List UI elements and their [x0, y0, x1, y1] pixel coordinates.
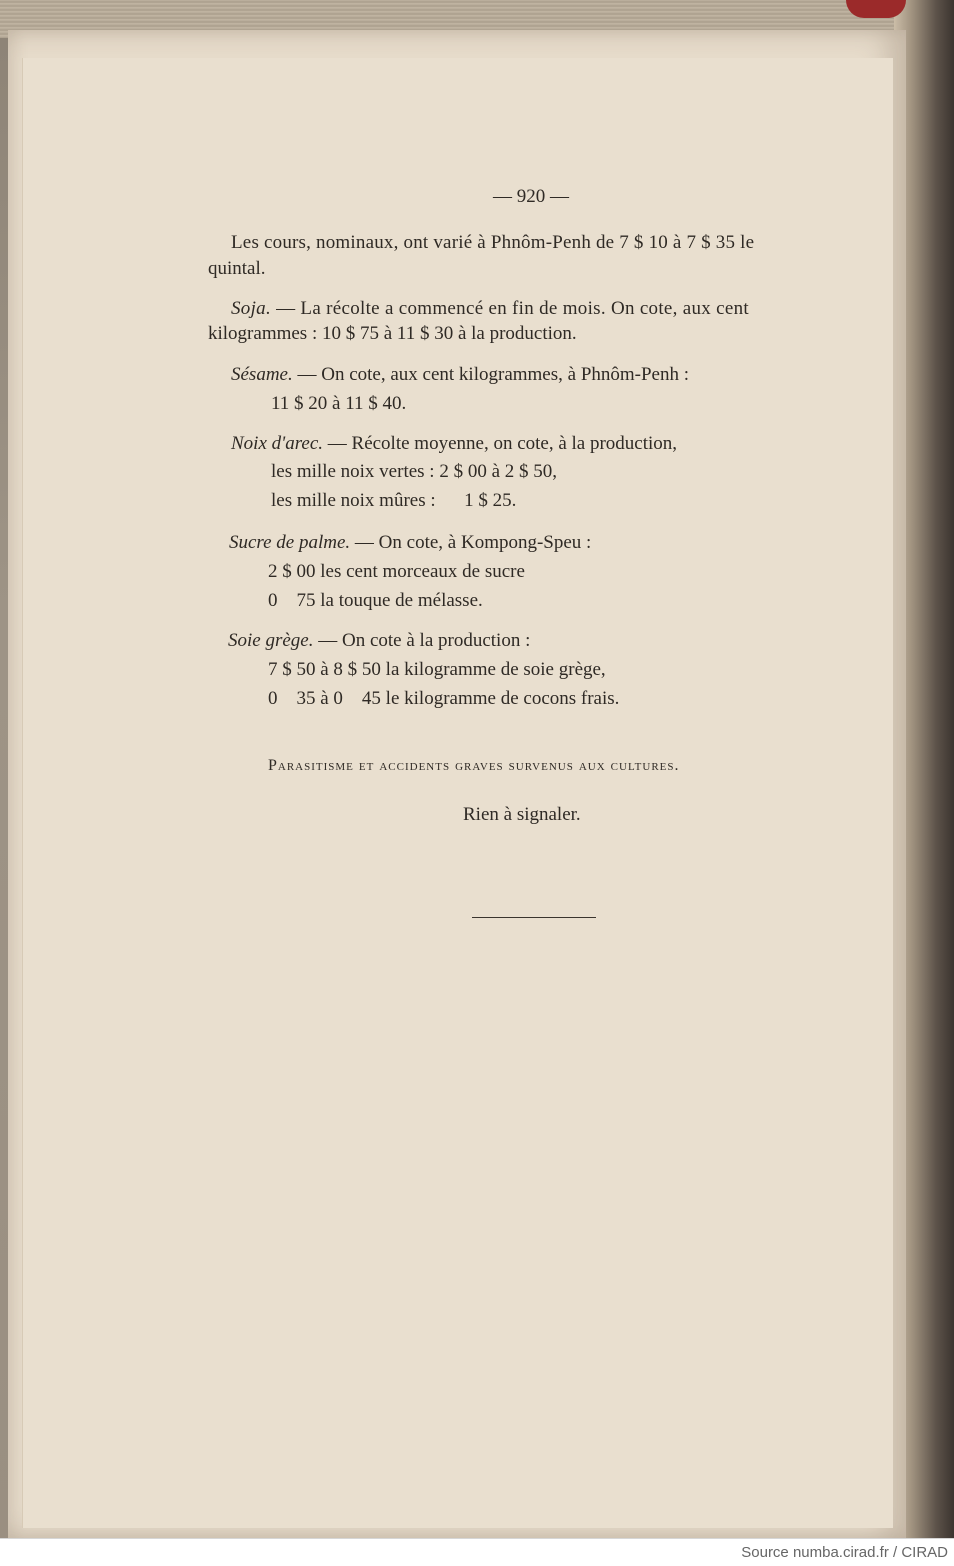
soie-line-2: 7 $ 50 à 8 $ 50 la kilogramme de soie grège, — [268, 659, 606, 680]
noix-label: Noix d'arec. — [231, 433, 324, 454]
noix-line-3: les mille noix mûres : 1 $ 25. — [271, 490, 517, 511]
noix-line-2: les mille noix vertes : 2 $ 00 à 2 $ 50, — [271, 461, 558, 482]
sesame-line-2: 11 $ 20 à 11 $ 40. — [271, 393, 407, 414]
source-credit: Source numba.cirad.fr / CIRAD — [741, 1544, 948, 1561]
soie-line-1 — [228, 631, 530, 650]
soja-label: Soja. — [231, 298, 272, 319]
sesame-label: Sésame. — [231, 364, 293, 385]
intro-line-1: Les cours, nominaux, ont varié à Phnôm-Penh de 7 $ 10 à 7 $ 35 le — [231, 232, 755, 253]
soie-line-3: 0 35 à 0 45 le kilogramme de cocons frais. — [268, 688, 620, 709]
soie-label: Soie grège. — [228, 630, 314, 651]
intro-line-2: quintal. — [208, 258, 266, 279]
soja-line-2: kilogrammes : 10 $ 75 à 11 $ 30 à la production. — [208, 323, 577, 344]
sucre-line-1 — [229, 533, 591, 552]
source-footer — [0, 1538, 954, 1566]
sucre-text-1: — On cote, à Kompong-Speu : — [350, 532, 592, 553]
sucre-label: Sucre de palme. — [229, 532, 351, 553]
soie-text-1: — On cote à la production : — [313, 630, 531, 651]
sesame-line-1 — [231, 365, 689, 384]
soja-text-1: — La récolte a commencé en fin de mois. On cote, aux cent — [271, 298, 749, 319]
page-number: — 920 — — [493, 186, 569, 207]
section-body: Rien à signaler. — [463, 804, 581, 825]
section-heading: Parasitisme et accidents graves survenus aux cultures. — [268, 757, 680, 774]
sucre-line-3: 0 75 la touque de mélasse. — [268, 590, 483, 611]
noix-line-1 — [231, 434, 677, 453]
sesame-text-1: — On cote, aux cent kilogrammes, à Phnôm-Penh : — [292, 364, 690, 385]
sucre-line-2: 2 $ 00 les cent morceaux de sucre — [268, 561, 525, 582]
closing-rule — [472, 917, 596, 918]
soja-line-1 — [231, 299, 749, 318]
scanned-page — [8, 30, 906, 1538]
page-surface — [22, 58, 893, 1528]
noix-text-1: — Récolte moyenne, on cote, à la production, — [323, 433, 678, 454]
bookmark-ribbon — [846, 0, 906, 18]
